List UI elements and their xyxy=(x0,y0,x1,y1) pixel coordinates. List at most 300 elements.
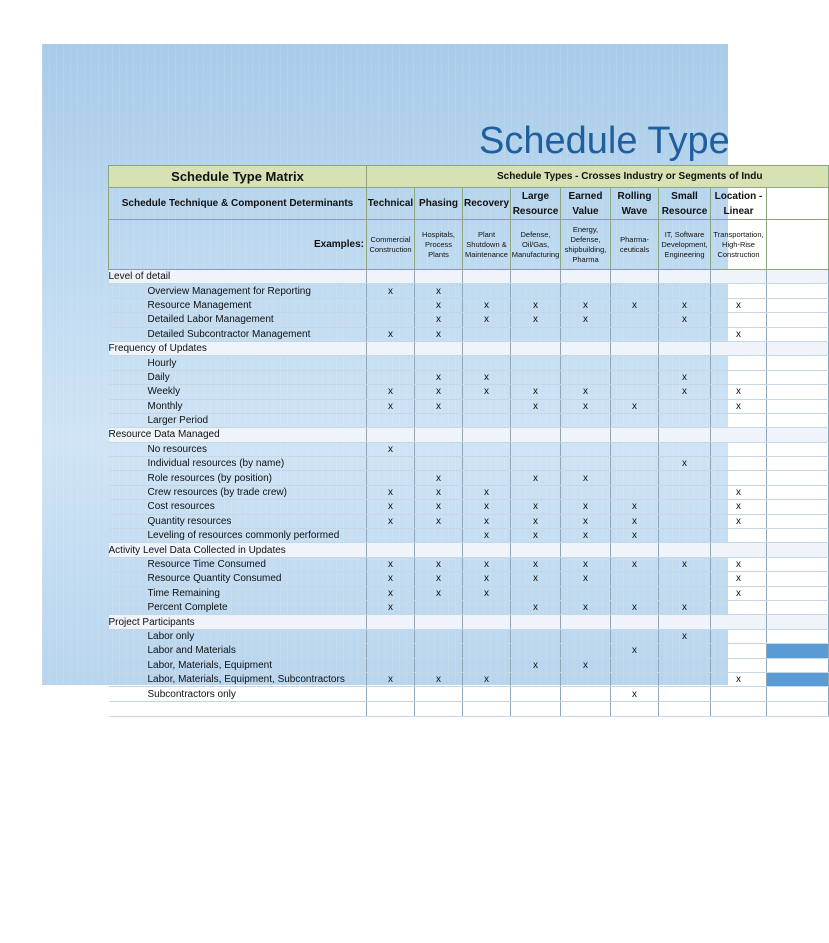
matrix-cell: x xyxy=(511,514,561,528)
matrix-cell: x xyxy=(659,313,711,327)
matrix-cell xyxy=(711,442,767,456)
matrix-cell-cutoff xyxy=(767,701,829,716)
matrix-cell xyxy=(659,327,711,341)
matrix-cell: x xyxy=(415,284,463,298)
matrix-cell: x xyxy=(415,500,463,514)
matrix-cell-cutoff xyxy=(767,399,829,413)
row-label: Resource Quantity Consumed xyxy=(109,572,367,586)
row-label: Labor only xyxy=(109,629,367,643)
examples-label: Examples: xyxy=(109,220,367,270)
matrix-cell-cutoff xyxy=(767,385,829,399)
matrix-cell-cutoff xyxy=(767,327,829,341)
row-label: Role resources (by position) xyxy=(109,471,367,485)
matrix-cell-cutoff xyxy=(767,413,829,427)
matrix-cell xyxy=(611,442,659,456)
matrix-cell: x xyxy=(511,313,561,327)
matrix-cell xyxy=(367,687,415,701)
table-row xyxy=(109,327,829,341)
matrix-cell xyxy=(367,629,415,643)
matrix-cell xyxy=(561,370,611,384)
matrix-cell xyxy=(561,428,611,442)
matrix-cell-cutoff xyxy=(767,442,829,456)
matrix-cell xyxy=(711,471,767,485)
matrix-cell-cutoff xyxy=(767,270,829,284)
matrix-cell xyxy=(711,270,767,284)
row-label: Detailed Labor Management xyxy=(109,313,367,327)
row-label: Daily xyxy=(109,370,367,384)
matrix-cell: x xyxy=(561,500,611,514)
matrix-cell xyxy=(711,687,767,701)
table-row xyxy=(109,399,829,413)
matrix-cell-cutoff xyxy=(767,615,829,629)
matrix-cell xyxy=(659,500,711,514)
matrix-cell xyxy=(463,428,511,442)
matrix-cell xyxy=(415,615,463,629)
matrix-cell xyxy=(659,442,711,456)
row-label: Leveling of resources commonly performed xyxy=(109,529,367,543)
matrix-cell: x xyxy=(511,600,561,614)
matrix-cell: x xyxy=(711,557,767,571)
matrix-cell: x xyxy=(659,629,711,643)
slide-background xyxy=(42,44,764,700)
matrix-cell xyxy=(561,485,611,499)
matrix-cell xyxy=(611,672,659,686)
matrix-cell: x xyxy=(711,385,767,399)
table-row xyxy=(109,514,829,528)
matrix-cell: x xyxy=(463,557,511,571)
column-header-4: Earned Value xyxy=(561,188,611,220)
section-label: Resource Data Managed xyxy=(109,428,367,442)
matrix-cell: x xyxy=(463,370,511,384)
matrix-cell xyxy=(659,413,711,427)
matrix-cell: x xyxy=(711,500,767,514)
matrix-cell: x xyxy=(415,298,463,312)
column-example-4: Energy, Defense, shipbuilding, Pharma xyxy=(561,220,611,270)
table-row xyxy=(109,701,829,716)
matrix-cell: x xyxy=(561,600,611,614)
table-row xyxy=(109,471,829,485)
section-label: Frequency of Updates xyxy=(109,341,367,355)
row-label: Weekly xyxy=(109,385,367,399)
matrix-cell: x xyxy=(561,514,611,528)
matrix-cell-cutoff xyxy=(767,485,829,499)
matrix-cell xyxy=(659,687,711,701)
matrix-cell xyxy=(415,529,463,543)
column-header-1: Phasing xyxy=(415,188,463,220)
matrix-cell-cutoff xyxy=(767,543,829,557)
matrix-cell: x xyxy=(367,672,415,686)
matrix-cell: x xyxy=(561,529,611,543)
matrix-cell xyxy=(415,629,463,643)
matrix-cell xyxy=(511,485,561,499)
matrix-cell xyxy=(415,413,463,427)
matrix-cell xyxy=(511,413,561,427)
matrix-cell xyxy=(561,341,611,355)
matrix-cell xyxy=(711,629,767,643)
matrix-cell xyxy=(561,615,611,629)
slide-title: Schedule Type xyxy=(479,120,730,162)
table-row xyxy=(109,629,829,643)
matrix-cell xyxy=(611,629,659,643)
header-row-title xyxy=(109,166,829,188)
matrix-cell: x xyxy=(561,658,611,672)
matrix-cell xyxy=(511,629,561,643)
matrix-cell: x xyxy=(463,298,511,312)
matrix-cell: x xyxy=(561,313,611,327)
table-row xyxy=(109,370,829,384)
matrix-cell: x xyxy=(511,658,561,672)
matrix-cell xyxy=(367,298,415,312)
matrix-cell: x xyxy=(367,284,415,298)
matrix-cell-cutoff xyxy=(767,341,829,355)
matrix-cell xyxy=(659,399,711,413)
matrix-cell xyxy=(415,356,463,370)
table-row xyxy=(109,672,829,686)
matrix-cell xyxy=(611,572,659,586)
table-row xyxy=(109,284,829,298)
matrix-cell xyxy=(711,600,767,614)
column-example-6: IT, Software Development, Engineering xyxy=(659,220,711,270)
matrix-cell xyxy=(611,471,659,485)
matrix-cell xyxy=(711,370,767,384)
matrix-cell xyxy=(561,327,611,341)
matrix-cell: x xyxy=(463,485,511,499)
column-example-1: Hospitals, Process Plants xyxy=(415,220,463,270)
column-header-5: Rolling Wave xyxy=(611,188,659,220)
row-label: Labor, Materials, Equipment, Subcontractors xyxy=(109,672,367,686)
matrix-cell: x xyxy=(463,514,511,528)
row-label: Time Remaining xyxy=(109,586,367,600)
row-label: Crew resources (by trade crew) xyxy=(109,485,367,499)
matrix-cell-cutoff xyxy=(767,514,829,528)
matrix-cell xyxy=(367,341,415,355)
matrix-cell: x xyxy=(511,500,561,514)
matrix-table xyxy=(108,165,829,717)
matrix-cell: x xyxy=(659,457,711,471)
schedule-types-header: Schedule Types - Crosses Industry or Segments of Indu xyxy=(367,166,829,188)
matrix-cell: x xyxy=(463,672,511,686)
matrix-cell xyxy=(511,672,561,686)
matrix-cell: x xyxy=(367,586,415,600)
row-label: Cost resources xyxy=(109,500,367,514)
matrix-cell xyxy=(611,457,659,471)
matrix-cell xyxy=(415,644,463,658)
matrix-cell xyxy=(611,485,659,499)
matrix-cell xyxy=(659,615,711,629)
matrix-cell xyxy=(711,615,767,629)
matrix-cell: x xyxy=(711,327,767,341)
matrix-cell xyxy=(561,701,611,716)
row-label: Detailed Subcontractor Management xyxy=(109,327,367,341)
column-example-0: Commercial Construction xyxy=(367,220,415,270)
matrix-cell: x xyxy=(561,399,611,413)
matrix-cell: x xyxy=(511,385,561,399)
matrix-cell: x xyxy=(415,471,463,485)
matrix-cell xyxy=(659,529,711,543)
matrix-cell: x xyxy=(711,672,767,686)
table-row xyxy=(109,600,829,614)
matrix-cell: x xyxy=(511,557,561,571)
matrix-cell xyxy=(367,270,415,284)
matrix-cell: x xyxy=(711,572,767,586)
matrix-cell xyxy=(659,270,711,284)
matrix-cell xyxy=(511,341,561,355)
matrix-cell xyxy=(561,284,611,298)
matrix-cell xyxy=(659,672,711,686)
matrix-cell xyxy=(561,543,611,557)
table-row xyxy=(109,313,829,327)
row-label: Subcontractors only xyxy=(109,687,367,701)
matrix-cell-cutoff xyxy=(767,687,829,701)
matrix-cell: x xyxy=(367,557,415,571)
row-label: Labor, Materials, Equipment xyxy=(109,658,367,672)
matrix-cell: x xyxy=(611,399,659,413)
matrix-cell: x xyxy=(463,572,511,586)
matrix-cell: x xyxy=(463,500,511,514)
matrix-cell-cutoff xyxy=(767,500,829,514)
matrix-cell xyxy=(611,658,659,672)
matrix-cell-cutoff xyxy=(767,471,829,485)
matrix-cell xyxy=(463,615,511,629)
table-row xyxy=(109,298,829,312)
matrix-cell-cutoff xyxy=(767,370,829,384)
matrix-cell xyxy=(561,586,611,600)
matrix-cell-cutoff xyxy=(767,658,829,672)
table-row xyxy=(109,658,829,672)
matrix-cell: x xyxy=(367,600,415,614)
matrix-cell: x xyxy=(561,471,611,485)
matrix-cell: x xyxy=(511,471,561,485)
matrix-cell xyxy=(367,701,415,716)
matrix-cell: x xyxy=(561,385,611,399)
schedule-type-matrix xyxy=(108,165,770,709)
matrix-cell: x xyxy=(659,385,711,399)
row-label: Resource Time Consumed xyxy=(109,557,367,571)
section-row xyxy=(109,341,829,355)
matrix-cell: x xyxy=(415,399,463,413)
matrix-cell xyxy=(367,313,415,327)
matrix-cell: x xyxy=(611,644,659,658)
matrix-cell-cutoff xyxy=(767,356,829,370)
table-row xyxy=(109,442,829,456)
matrix-cell: x xyxy=(659,370,711,384)
matrix-cell xyxy=(711,356,767,370)
matrix-cell xyxy=(659,543,711,557)
matrix-cell xyxy=(711,644,767,658)
matrix-cell: x xyxy=(415,514,463,528)
matrix-cell-cutoff xyxy=(767,644,829,658)
matrix-cell: x xyxy=(561,572,611,586)
matrix-cell xyxy=(511,543,561,557)
matrix-cell: x xyxy=(511,572,561,586)
matrix-cell: x xyxy=(415,672,463,686)
matrix-cell xyxy=(463,399,511,413)
row-label: Labor and Materials xyxy=(109,644,367,658)
column-header-7: Location - Linear xyxy=(711,188,767,220)
matrix-cell xyxy=(415,270,463,284)
row-label: Overview Management for Reporting xyxy=(109,284,367,298)
matrix-cell xyxy=(463,327,511,341)
matrix-cell xyxy=(511,701,561,716)
column-header-cutoff xyxy=(767,188,829,220)
matrix-cell-cutoff xyxy=(767,298,829,312)
matrix-cell xyxy=(367,529,415,543)
table-row xyxy=(109,385,829,399)
matrix-cell-cutoff xyxy=(767,428,829,442)
matrix-cell: x xyxy=(367,385,415,399)
matrix-cell: x xyxy=(463,385,511,399)
table-row xyxy=(109,687,829,701)
matrix-title: Schedule Type Matrix xyxy=(109,166,367,188)
matrix-cell xyxy=(415,442,463,456)
matrix-cell: x xyxy=(611,687,659,701)
matrix-cell xyxy=(611,327,659,341)
column-example-5: Pharma-ceuticals xyxy=(611,220,659,270)
matrix-cell: x xyxy=(415,313,463,327)
header-row-examples xyxy=(109,220,829,270)
matrix-cell xyxy=(611,313,659,327)
matrix-cell: x xyxy=(711,514,767,528)
matrix-cell xyxy=(711,457,767,471)
matrix-cell xyxy=(415,457,463,471)
row-label: No resources xyxy=(109,442,367,456)
table-row xyxy=(109,485,829,499)
matrix-cell xyxy=(711,341,767,355)
matrix-cell: x xyxy=(415,586,463,600)
matrix-cell xyxy=(611,586,659,600)
matrix-cell xyxy=(561,413,611,427)
matrix-cell-cutoff xyxy=(767,284,829,298)
matrix-cell xyxy=(415,687,463,701)
row-label xyxy=(109,701,367,716)
matrix-cell xyxy=(659,658,711,672)
matrix-cell xyxy=(561,687,611,701)
matrix-cell xyxy=(463,413,511,427)
table-row xyxy=(109,500,829,514)
matrix-cell-cutoff xyxy=(767,557,829,571)
matrix-cell xyxy=(659,514,711,528)
matrix-cell: x xyxy=(611,298,659,312)
matrix-cell xyxy=(561,672,611,686)
matrix-cell xyxy=(711,543,767,557)
matrix-cell-cutoff xyxy=(767,529,829,543)
section-row xyxy=(109,428,829,442)
matrix-cell xyxy=(511,327,561,341)
matrix-cell xyxy=(511,615,561,629)
column-header-6: Small Resource xyxy=(659,188,711,220)
matrix-cell: x xyxy=(659,557,711,571)
matrix-cell xyxy=(561,457,611,471)
row-label: Individual resources (by name) xyxy=(109,457,367,471)
matrix-cell-cutoff xyxy=(767,586,829,600)
matrix-cell: x xyxy=(415,370,463,384)
row-label: Monthly xyxy=(109,399,367,413)
matrix-cell: x xyxy=(611,557,659,571)
matrix-cell xyxy=(367,428,415,442)
matrix-cell xyxy=(611,341,659,355)
column-header-0: Technical xyxy=(367,188,415,220)
matrix-cell-cutoff xyxy=(767,457,829,471)
matrix-cell: x xyxy=(367,399,415,413)
matrix-cell xyxy=(561,442,611,456)
matrix-cell xyxy=(711,313,767,327)
matrix-cell: x xyxy=(611,514,659,528)
matrix-cell xyxy=(367,658,415,672)
matrix-cell xyxy=(561,629,611,643)
section-row xyxy=(109,270,829,284)
matrix-cell xyxy=(659,701,711,716)
matrix-cell: x xyxy=(367,327,415,341)
header-row-columns xyxy=(109,188,829,220)
matrix-cell: x xyxy=(511,529,561,543)
matrix-cell xyxy=(415,658,463,672)
table-row xyxy=(109,557,829,571)
matrix-cell: x xyxy=(711,485,767,499)
matrix-cell xyxy=(463,644,511,658)
row-label: Percent Complete xyxy=(109,600,367,614)
matrix-cell xyxy=(611,356,659,370)
matrix-cell xyxy=(561,356,611,370)
matrix-cell xyxy=(659,284,711,298)
row-label: Resource Management xyxy=(109,298,367,312)
matrix-cell xyxy=(367,543,415,557)
matrix-cell xyxy=(659,586,711,600)
matrix-cell xyxy=(463,341,511,355)
matrix-cell xyxy=(463,270,511,284)
matrix-cell xyxy=(463,284,511,298)
matrix-cell xyxy=(367,356,415,370)
matrix-cell: x xyxy=(611,600,659,614)
matrix-cell: x xyxy=(463,529,511,543)
matrix-cell xyxy=(463,543,511,557)
matrix-cell xyxy=(659,428,711,442)
matrix-cell xyxy=(415,701,463,716)
matrix-cell xyxy=(511,687,561,701)
matrix-cell xyxy=(711,658,767,672)
matrix-cell xyxy=(511,457,561,471)
matrix-cell xyxy=(511,428,561,442)
matrix-cell xyxy=(367,370,415,384)
matrix-cell xyxy=(415,341,463,355)
matrix-cell: x xyxy=(367,500,415,514)
matrix-cell xyxy=(511,356,561,370)
row-label: Quantity resources xyxy=(109,514,367,528)
row-label: Larger Period xyxy=(109,413,367,427)
matrix-cell xyxy=(415,428,463,442)
column-example-2: Plant Shutdown & Maintenance xyxy=(463,220,511,270)
matrix-cell xyxy=(711,428,767,442)
matrix-cell xyxy=(511,284,561,298)
table-row xyxy=(109,356,829,370)
matrix-cell xyxy=(561,270,611,284)
matrix-cell: x xyxy=(561,557,611,571)
table-row xyxy=(109,413,829,427)
matrix-cell: x xyxy=(415,572,463,586)
matrix-cell: x xyxy=(415,557,463,571)
matrix-cell: x xyxy=(463,313,511,327)
matrix-cell xyxy=(611,428,659,442)
matrix-cell xyxy=(511,586,561,600)
matrix-cell: x xyxy=(659,298,711,312)
table-row xyxy=(109,572,829,586)
matrix-cell: x xyxy=(367,572,415,586)
table-row xyxy=(109,586,829,600)
matrix-cell xyxy=(415,543,463,557)
matrix-cell xyxy=(611,284,659,298)
matrix-cell xyxy=(511,644,561,658)
matrix-cell xyxy=(711,284,767,298)
matrix-cell xyxy=(463,471,511,485)
